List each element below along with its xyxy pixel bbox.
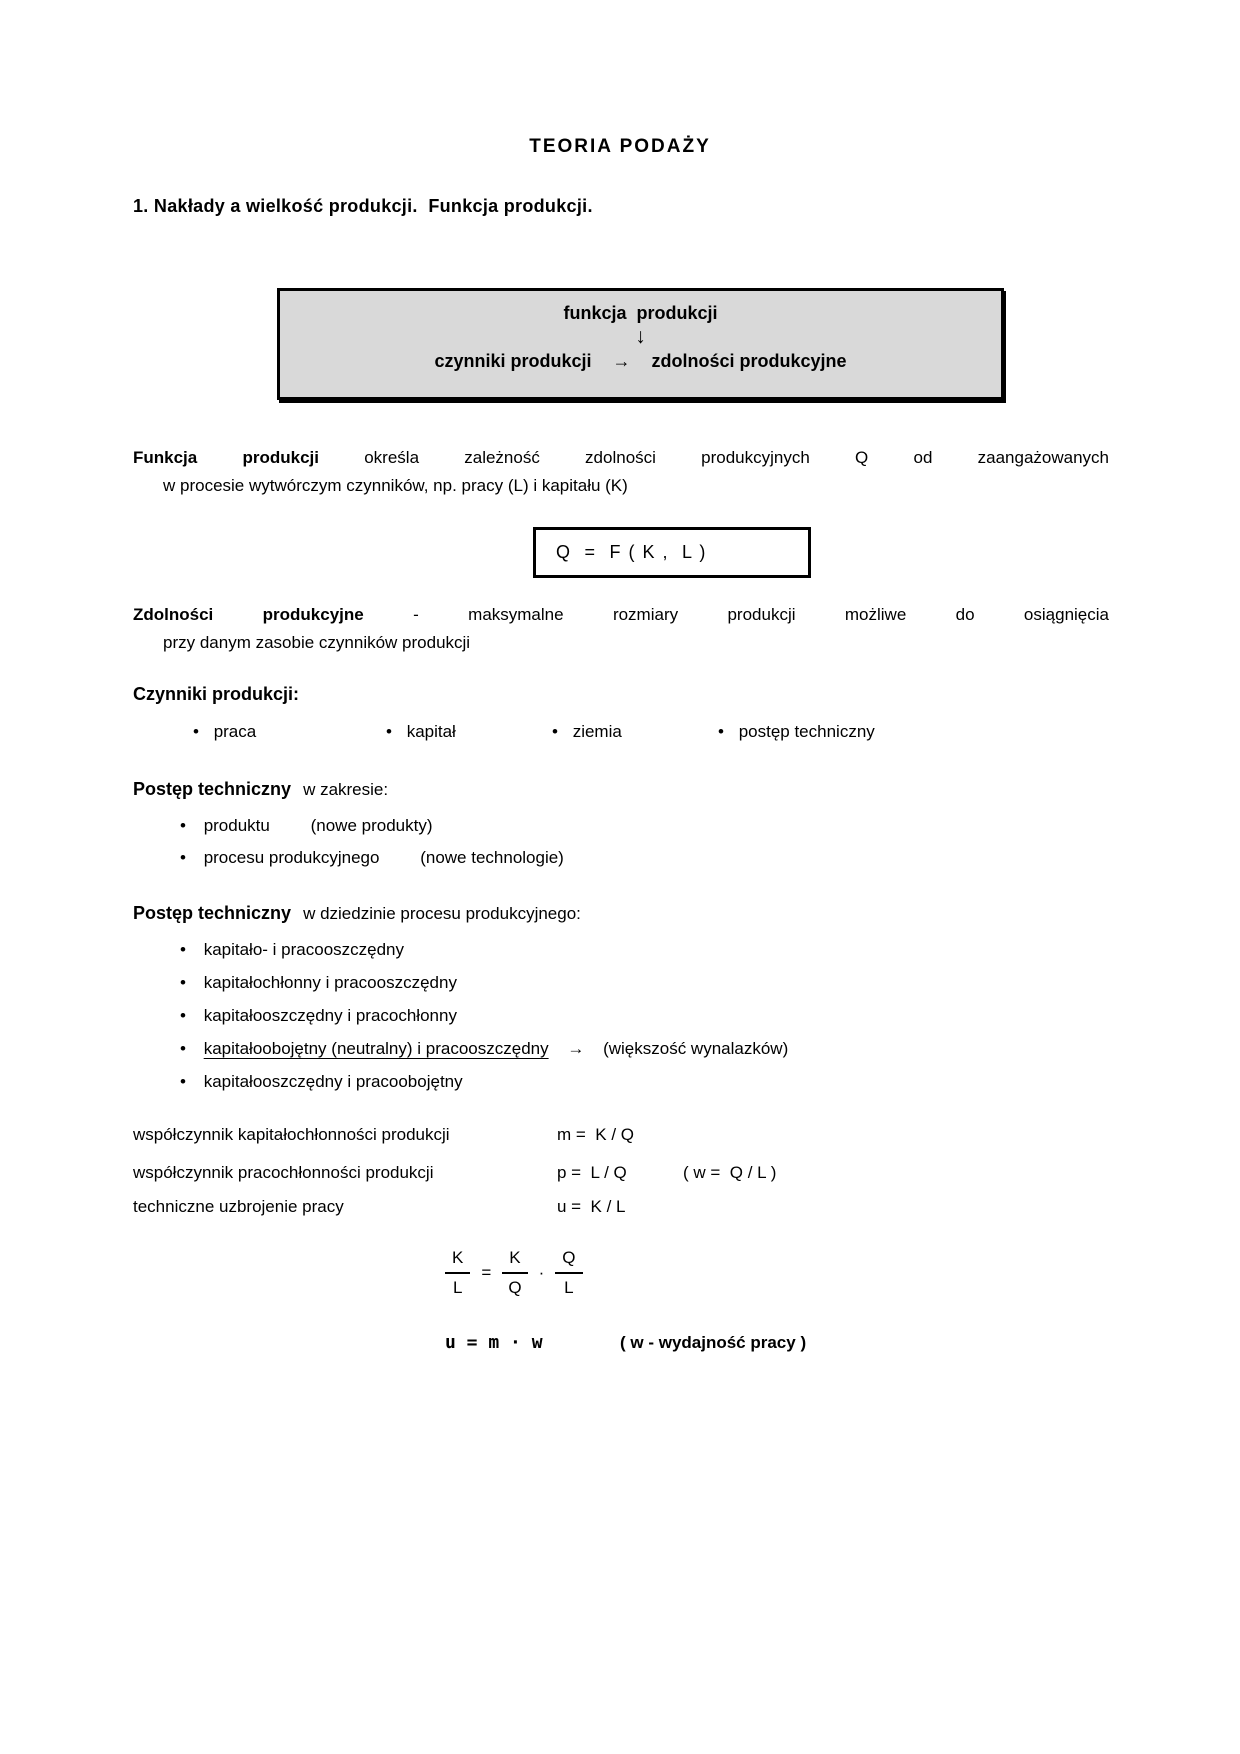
production-capacity-term: Zdolności produkcyjne — [133, 605, 364, 624]
bullet-icon: • — [180, 973, 186, 992]
fraction-lhs — [445, 1248, 470, 1298]
list-item — [180, 940, 404, 960]
bullet-icon: • — [552, 722, 558, 741]
list-item-text: kapitało- i pracooszczędny — [203, 940, 405, 959]
factor-label: ziemia — [572, 722, 622, 741]
production-capacity-line1 — [133, 601, 1109, 629]
production-capacity-separator: - — [413, 605, 419, 624]
bullet-icon: • — [718, 722, 724, 741]
list-item-underlined-text: kapitałoobojętny (neutralny) i pracooszczędny — [203, 1039, 549, 1058]
production-function-line2: w procesie wytwórczym czynników, np. pracy (L) i kapitału (K) — [163, 476, 628, 495]
list-item-note: (większość wynalazków) — [603, 1039, 789, 1058]
coefficient-formula: p = L / Q — [557, 1163, 627, 1182]
production-function-formula: Q = F ( K , L ) — [556, 542, 707, 562]
fraction-equation — [445, 1248, 583, 1298]
coefficient-formula: m = K / Q — [557, 1125, 634, 1144]
factor-item-ziemia — [552, 722, 622, 742]
bullet-icon: • — [193, 722, 199, 741]
factor-item-postep-techniczny — [718, 722, 875, 742]
production-function-diagram-box — [277, 288, 1004, 400]
fraction-denominator: L — [564, 1278, 574, 1297]
diagram-right-label: zdolności produkcyjne — [651, 351, 847, 371]
list-item — [180, 848, 564, 868]
coefficient-extra-formula: ( w = Q / L ) — [683, 1163, 777, 1182]
bullet-icon: • — [180, 816, 186, 835]
fraction-numerator: Q — [555, 1248, 582, 1274]
coefficient-label: współczynnik kapitałochłonności produkcji — [133, 1125, 450, 1144]
bullet-icon: • — [180, 1006, 186, 1025]
production-capacity-line2: przy danym zasobie czynników produkcji — [163, 633, 471, 652]
fraction-numerator: K — [445, 1248, 470, 1274]
factor-label: postęp techniczny — [738, 722, 875, 741]
list-item-note: (nowe technologie) — [420, 848, 564, 867]
coefficient-row — [133, 1125, 1109, 1149]
coefficient-label: współczynnik pracochłonności produkcji — [133, 1163, 434, 1182]
factor-label: kapitał — [406, 722, 456, 741]
list-item-underlined — [180, 1039, 788, 1059]
production-function-line1 — [133, 444, 1109, 472]
coefficient-label: techniczne uzbrojenie pracy — [133, 1197, 344, 1216]
coefficient-row — [133, 1163, 1109, 1187]
diagram-bottom-row — [280, 351, 1001, 372]
tech-progress-scope-heading — [133, 779, 388, 800]
coefficient-row — [133, 1197, 1109, 1221]
production-factors-heading: Czynniki produkcji: — [133, 684, 300, 704]
list-item — [180, 816, 432, 836]
multiplication-dot-icon: · — [538, 1263, 545, 1282]
production-capacity-definition: maksymalne rozmiary produkcji możliwe do osiągnięcia — [468, 605, 1109, 624]
factor-label: praca — [213, 722, 257, 741]
list-item-text: kapitałochłonny i pracooszczędny — [203, 973, 457, 992]
list-item — [180, 1006, 457, 1026]
production-function-definition: określa zależność zdolności produkcyjnych Q od zaangażowanych — [364, 448, 1109, 467]
list-item — [180, 973, 457, 993]
factor-item-praca — [193, 722, 256, 742]
coefficient-formula: u = K / L — [557, 1197, 626, 1216]
tech-progress-scope-term: Postęp techniczny — [133, 779, 292, 799]
production-capacity-paragraph — [133, 601, 1109, 657]
arrow-right-icon: → — [612, 351, 631, 371]
identity-note: ( w - wydajność pracy ) — [620, 1333, 807, 1352]
list-item-text: procesu produkcyjnego — [203, 848, 380, 867]
list-item-text: produktu — [203, 816, 270, 835]
fraction-rhs1 — [502, 1248, 527, 1298]
bullet-icon: • — [180, 1072, 186, 1091]
fraction-denominator: L — [452, 1278, 463, 1297]
arrow-right-icon: → — [567, 1039, 585, 1058]
diagram-left-label: czynniki produkcji — [434, 351, 592, 371]
production-function-paragraph — [133, 444, 1109, 500]
factor-item-kapital — [386, 722, 456, 742]
production-function-formula-box — [533, 527, 811, 578]
bullet-icon: • — [386, 722, 392, 741]
fraction-rhs2 — [555, 1248, 582, 1298]
page-title: TEORIA PODAŻY — [529, 136, 711, 157]
bullet-icon: • — [180, 1039, 186, 1058]
list-item — [180, 1072, 463, 1092]
diagram-top-label: funkcja produkcji — [563, 303, 718, 323]
bullet-icon: • — [180, 940, 186, 959]
list-item-text: kapitałooszczędny i pracoobojętny — [203, 1072, 463, 1091]
list-item-note: (nowe produkty) — [310, 816, 433, 835]
fraction-denominator: Q — [508, 1278, 522, 1297]
arrow-down-icon: ↓ — [635, 325, 646, 348]
tech-progress-process-rest: w dziedzinie procesu produkcyjnego: — [303, 904, 581, 923]
list-item-text: kapitałooszczędny i pracochłonny — [203, 1006, 457, 1025]
bullet-icon: • — [180, 848, 186, 867]
equals-sign: = — [481, 1263, 492, 1282]
section-heading: 1. Nakłady a wielkość produkcji. Funkcja produkcji. — [133, 196, 593, 216]
tech-progress-process-term: Postęp techniczny — [133, 903, 292, 923]
fraction-numerator: K — [502, 1248, 527, 1274]
tech-progress-process-heading — [133, 903, 581, 924]
production-function-term: Funkcja produkcji — [133, 448, 319, 467]
identity-formula: u = m · w — [445, 1332, 543, 1353]
tech-progress-scope-rest: w zakresie: — [303, 780, 389, 799]
